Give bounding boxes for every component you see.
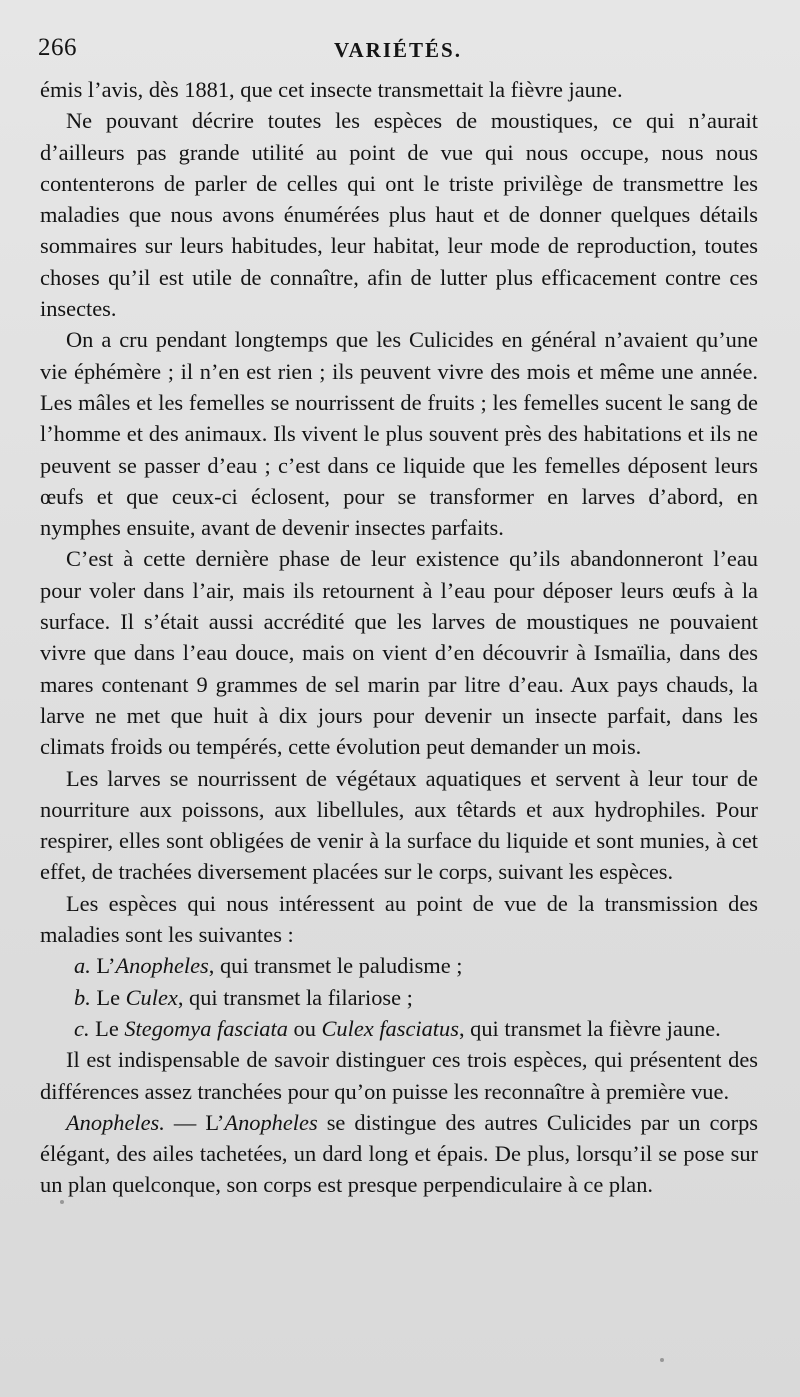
section-dash: — L’ [164, 1109, 225, 1135]
body-text [40, 74, 758, 1201]
list-item-b [40, 982, 758, 1013]
species-name-culex: Culex [125, 984, 178, 1010]
species-name-stegomya: Stegomya fasciata [124, 1015, 288, 1041]
list-letter-a: a. [74, 953, 91, 979]
species-name-culex-fasciatus: Culex fasciatus [321, 1015, 459, 1041]
list-item-c [40, 1013, 758, 1044]
list-item-c-conjunction: ou [287, 1015, 322, 1041]
list-item-a-prefix: L’ [90, 953, 116, 979]
paragraph-larval-phase: C’est à cette dernière phase de leur existence qu’ils abandonneront l’eau pour voler dans l’air, mais ils retournent à l’eau pour déposer leurs œufs à la surface. Il s’était aussi accrédité que les larves de moustiques ne pouvaient vivre que dans l’eau douce, mais on vient d’en découvrir à Ismaïlia, dans des mares contenant 9 grammes de sel marin par litre d’eau. Aux pays chauds, la larve ne met que huit à dix jours pour devenir un insecte parfait, dans les climats froids ou tempérés, cette évolution peut demander un mois. [40, 546, 758, 760]
paragraph-larvae-food: Les larves se nourrissent de végétaux aquatiques et servent à leur tour de nourriture aux poissons, aux libellules, aux têtards et aux hydrophiles. Pour respirer, elles sont obligées de venir à la surface du liquide et sont munies, à cet effet, de trachées diversement placées sur le corps, suivant les espèces. [40, 765, 758, 885]
running-title: VARIÉTÉS. [334, 38, 462, 62]
section-lead-anopheles: Anopheles. [66, 1109, 165, 1135]
page-header [38, 28, 758, 72]
list-letter-c: c. [74, 1015, 90, 1041]
anopheles-description-text: se distingue des autres Culicides par un corps élégant, des ailes tachetées, un dard long et épais. De plus, lorsqu’il se pose sur un plan quelconque, son corps est presque perpendiculaire à ce plan. [40, 1109, 758, 1198]
list-item-b-prefix: Le [90, 984, 126, 1010]
list-item-a-text: , qui transmet le paludisme ; [208, 953, 463, 979]
paragraph-anopheles-description [40, 1107, 758, 1201]
paragraph-continued: émis l’avis, dès 1881, que cet insecte transmettait la fièvre jaune. [40, 77, 623, 102]
list-item-b-text: , qui transmet la filariose ; [177, 984, 413, 1010]
list-letter-b: b. [74, 984, 91, 1010]
print-speck [60, 1200, 64, 1204]
species-name-anopheles-2: Anopheles [224, 1109, 318, 1135]
paragraph-culicides-life: On a cru pendant longtemps que les Culicides en général n’avaient qu’une vie éphémère ; il n’en est rien ; ils peuvent vivre des mois et même une année. Les mâles et les femelles se nourrissent de fruits ; les femelles sucent le sang de l’homme et des animaux. Ils vivent le plus souvent près des habitations et ils ne peuvent se passer d’eau ; c’est dans ce liquide que les femelles déposent leurs œufs et que ceux-ci éclosent, pour se transformer en larves d’abord, en nymphes ensuite, avant de devenir insectes parfaits. [40, 327, 758, 541]
page-number: 266 [38, 34, 77, 61]
paragraph-species-list-intro: Les espèces qui nous intéressent au point de vue de la transmission des maladies sont les suivantes : [40, 890, 758, 948]
species-name-anopheles: Anopheles [115, 953, 209, 979]
paragraph-distinguish: Il est indispensable de savoir distinguer ces trois espèces, qui présentent des différences assez tranchées pour qu’on puisse les reconnaître à première vue. [40, 1047, 758, 1104]
list-item-c-text: , qui transmet la fièvre jaune. [458, 1015, 721, 1041]
list-item-c-prefix: Le [89, 1015, 125, 1041]
paragraph-species-intro: Ne pouvant décrire toutes les espèces de moustiques, ce qui n’aurait d’ailleurs pas grande utilité au point de vue qui nous occupe, nous nous contenterons de parler de celles qui ont le triste privilège de transmettre les maladies que nous avons énumérées plus haut et de donner quelques détails sommaires sur leurs habitudes, leur habitat, leur mode de reproduction, toutes choses qu’il est utile de connaître, afin de lutter plus efficacement contre ces insectes. [40, 108, 758, 322]
print-speck [660, 1358, 664, 1362]
list-item-a [40, 950, 758, 981]
